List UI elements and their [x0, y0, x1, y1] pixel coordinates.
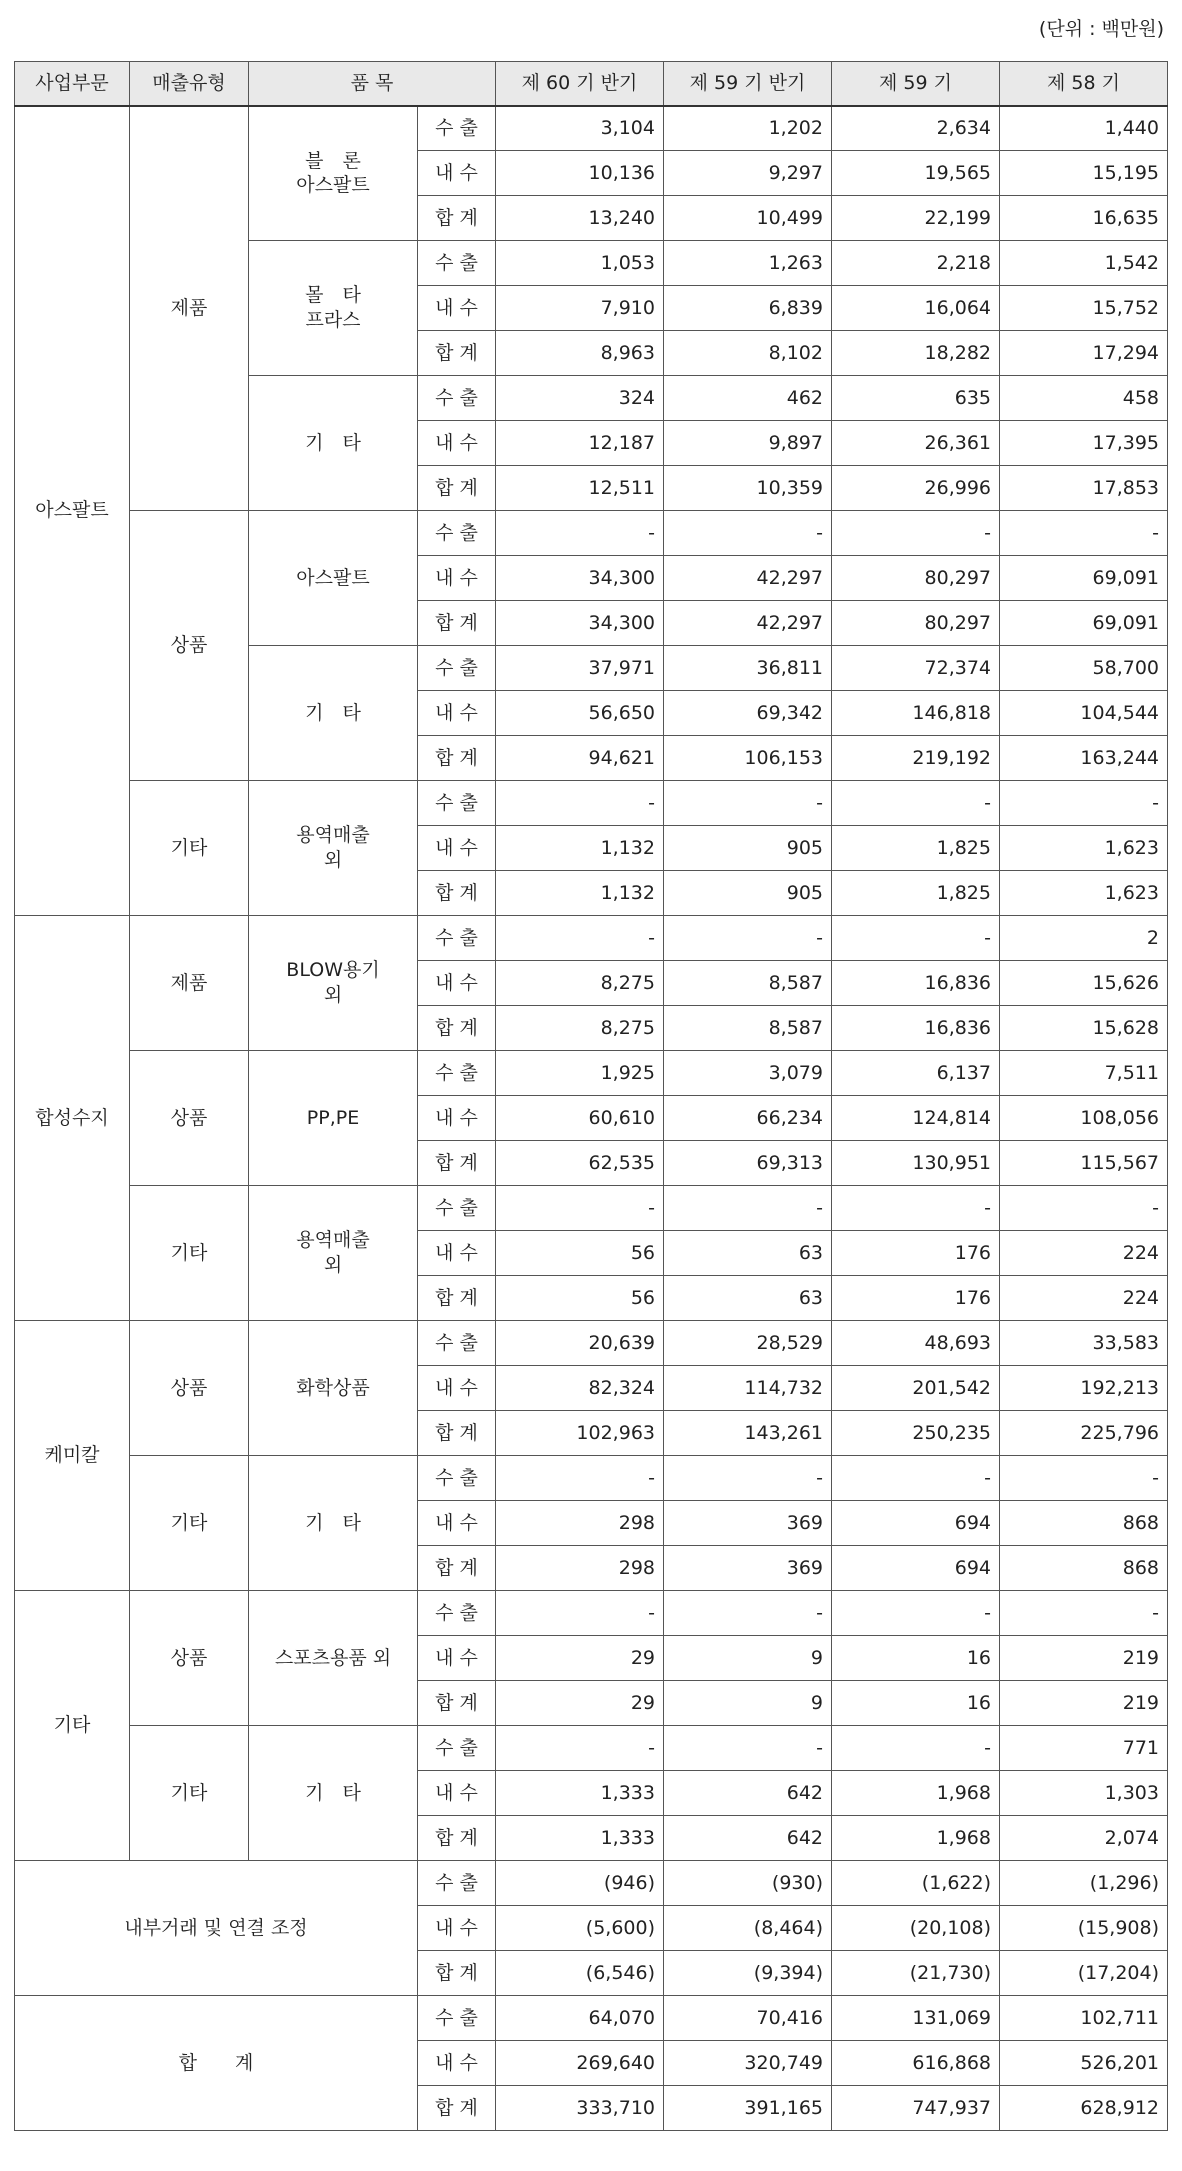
value-cell: 8,587: [664, 961, 832, 1006]
value-cell: -: [664, 1726, 832, 1771]
value-cell: -: [496, 511, 664, 556]
flow-label: 합 계: [418, 1681, 496, 1726]
item-cell: 용역매출 외: [249, 1186, 418, 1321]
value-cell: 616,868: [832, 2041, 1000, 2086]
flow-label: 합 계: [418, 331, 496, 376]
segment-cell: 아스팔트: [15, 106, 130, 916]
value-cell: 458: [1000, 376, 1168, 421]
value-cell: 1,132: [496, 871, 664, 916]
value-cell: (8,464): [664, 1906, 832, 1951]
value-cell: -: [664, 1591, 832, 1636]
value-cell: 9: [664, 1636, 832, 1681]
table-header: [15, 62, 1168, 106]
flow-label: 합 계: [418, 1816, 496, 1861]
value-cell: 9: [664, 1681, 832, 1726]
value-cell: 12,511: [496, 466, 664, 511]
value-cell: 102,711: [1000, 1996, 1168, 2041]
value-cell: -: [832, 1726, 1000, 1771]
flow-label: 수 출: [418, 1726, 496, 1771]
value-cell: 22,199: [832, 196, 1000, 241]
item-cell: 용역매출 외: [249, 781, 418, 916]
value-cell: 635: [832, 376, 1000, 421]
value-cell: 526,201: [1000, 2041, 1168, 2086]
value-cell: -: [496, 781, 664, 826]
sales-table: [14, 61, 1168, 2131]
flow-label: 수 출: [418, 106, 496, 151]
item-cell: 기 타: [249, 1726, 418, 1861]
value-cell: 15,628: [1000, 1006, 1168, 1051]
value-cell: 176: [832, 1231, 1000, 1276]
value-cell: -: [1000, 1591, 1168, 1636]
value-cell: 13,240: [496, 196, 664, 241]
type-cell: 기타: [130, 781, 249, 916]
header-item: 품 목: [249, 62, 496, 106]
value-cell: 9,297: [664, 151, 832, 196]
value-cell: 1,333: [496, 1771, 664, 1816]
value-cell: 17,395: [1000, 421, 1168, 466]
table-row: [15, 106, 1168, 151]
item-cell: 스포츠용품 외: [249, 1591, 418, 1726]
type-cell: 상품: [130, 511, 249, 781]
flow-label: 수 출: [418, 376, 496, 421]
table-body: [15, 106, 1168, 2131]
flow-label: 합 계: [418, 466, 496, 511]
value-cell: 1,202: [664, 106, 832, 151]
value-cell: -: [496, 916, 664, 961]
header-type: 매출유형: [130, 62, 249, 106]
value-cell: -: [832, 1591, 1000, 1636]
value-cell: 56,650: [496, 691, 664, 736]
value-cell: -: [496, 1456, 664, 1501]
value-cell: 20,639: [496, 1321, 664, 1366]
value-cell: 2,218: [832, 241, 1000, 286]
value-cell: 42,297: [664, 601, 832, 646]
item-cell: PP,PE: [249, 1051, 418, 1186]
value-cell: 1,542: [1000, 241, 1168, 286]
value-cell: 2,074: [1000, 1816, 1168, 1861]
value-cell: 771: [1000, 1726, 1168, 1771]
value-cell: 369: [664, 1546, 832, 1591]
flow-label: 내 수: [418, 1501, 496, 1546]
flow-label: 합 계: [418, 1276, 496, 1321]
value-cell: 7,511: [1000, 1051, 1168, 1096]
table-row: [15, 1996, 1168, 2041]
table-row: [15, 1321, 1168, 1366]
table-row: [15, 511, 1168, 556]
value-cell: 80,297: [832, 601, 1000, 646]
type-cell: 제품: [130, 106, 249, 511]
value-cell: 143,261: [664, 1411, 832, 1456]
value-cell: 69,091: [1000, 601, 1168, 646]
value-cell: -: [832, 511, 1000, 556]
value-cell: 108,056: [1000, 1096, 1168, 1141]
value-cell: 17,294: [1000, 331, 1168, 376]
value-cell: 176: [832, 1276, 1000, 1321]
unit-label: (단위 : 백만원): [1038, 18, 1164, 40]
value-cell: 94,621: [496, 736, 664, 781]
value-cell: 269,640: [496, 2041, 664, 2086]
value-cell: 106,153: [664, 736, 832, 781]
value-cell: 72,374: [832, 646, 1000, 691]
value-cell: -: [1000, 781, 1168, 826]
value-cell: -: [1000, 511, 1168, 556]
segment-cell: 기타: [15, 1591, 130, 1861]
value-cell: 1,623: [1000, 871, 1168, 916]
value-cell: 250,235: [832, 1411, 1000, 1456]
value-cell: 63: [664, 1231, 832, 1276]
value-cell: 17,853: [1000, 466, 1168, 511]
value-cell: 219,192: [832, 736, 1000, 781]
value-cell: (946): [496, 1861, 664, 1906]
value-cell: 1,968: [832, 1771, 1000, 1816]
value-cell: 36,811: [664, 646, 832, 691]
value-cell: 320,749: [664, 2041, 832, 2086]
value-cell: 868: [1000, 1546, 1168, 1591]
value-cell: 69,313: [664, 1141, 832, 1186]
value-cell: 62,535: [496, 1141, 664, 1186]
type-cell: 기타: [130, 1456, 249, 1591]
flow-label: 수 출: [418, 1321, 496, 1366]
value-cell: 64,070: [496, 1996, 664, 2041]
value-cell: 462: [664, 376, 832, 421]
value-cell: 1,333: [496, 1816, 664, 1861]
value-cell: (1,296): [1000, 1861, 1168, 1906]
value-cell: 1,053: [496, 241, 664, 286]
value-cell: 694: [832, 1501, 1000, 1546]
value-cell: 16,836: [832, 961, 1000, 1006]
value-cell: 324: [496, 376, 664, 421]
value-cell: -: [1000, 1186, 1168, 1231]
type-cell: 상품: [130, 1051, 249, 1186]
flow-label: 수 출: [418, 1051, 496, 1096]
value-cell: 37,971: [496, 646, 664, 691]
value-cell: 163,244: [1000, 736, 1168, 781]
table-row: [15, 916, 1168, 961]
value-cell: 115,567: [1000, 1141, 1168, 1186]
value-cell: 8,275: [496, 961, 664, 1006]
value-cell: 16,635: [1000, 196, 1168, 241]
adjustment-cell: 내부거래 및 연결 조정: [15, 1861, 418, 1996]
value-cell: 69,342: [664, 691, 832, 736]
value-cell: 26,361: [832, 421, 1000, 466]
flow-label: 내 수: [418, 1636, 496, 1681]
flow-label: 내 수: [418, 826, 496, 871]
value-cell: 1,968: [832, 1816, 1000, 1861]
value-cell: 29: [496, 1681, 664, 1726]
flow-label: 합 계: [418, 1951, 496, 1996]
value-cell: -: [496, 1591, 664, 1636]
table-row: [15, 1186, 1168, 1231]
flow-label: 내 수: [418, 1771, 496, 1816]
value-cell: 58,700: [1000, 646, 1168, 691]
value-cell: -: [832, 1456, 1000, 1501]
type-cell: 제품: [130, 916, 249, 1051]
value-cell: 8,587: [664, 1006, 832, 1051]
value-cell: 28,529: [664, 1321, 832, 1366]
flow-label: 내 수: [418, 1231, 496, 1276]
value-cell: 34,300: [496, 601, 664, 646]
value-cell: 8,275: [496, 1006, 664, 1051]
value-cell: 10,359: [664, 466, 832, 511]
value-cell: 124,814: [832, 1096, 1000, 1141]
value-cell: (17,204): [1000, 1951, 1168, 1996]
item-cell: 아스팔트: [249, 511, 418, 646]
value-cell: 56: [496, 1231, 664, 1276]
value-cell: 10,136: [496, 151, 664, 196]
value-cell: 114,732: [664, 1366, 832, 1411]
item-cell: 기 타: [249, 646, 418, 781]
value-cell: 1,263: [664, 241, 832, 286]
flow-label: 내 수: [418, 1096, 496, 1141]
table-row: [15, 1591, 1168, 1636]
value-cell: 1,132: [496, 826, 664, 871]
segment-cell: 합성수지: [15, 916, 130, 1321]
value-cell: -: [664, 1186, 832, 1231]
value-cell: (20,108): [832, 1906, 1000, 1951]
value-cell: -: [664, 511, 832, 556]
value-cell: 2: [1000, 916, 1168, 961]
item-cell: 화학상품: [249, 1321, 418, 1456]
type-cell: 기타: [130, 1726, 249, 1861]
flow-label: 수 출: [418, 511, 496, 556]
flow-label: 수 출: [418, 241, 496, 286]
value-cell: 642: [664, 1816, 832, 1861]
value-cell: -: [832, 1186, 1000, 1231]
item-cell: BLOW용기 외: [249, 916, 418, 1051]
value-cell: 12,187: [496, 421, 664, 466]
item-cell: 기 타: [249, 376, 418, 511]
type-cell: 상품: [130, 1321, 249, 1456]
header-period-2: 제 59 기 반기: [664, 62, 832, 106]
value-cell: 70,416: [664, 1996, 832, 2041]
value-cell: 219: [1000, 1636, 1168, 1681]
flow-label: 수 출: [418, 1456, 496, 1501]
value-cell: (1,622): [832, 1861, 1000, 1906]
value-cell: 69,091: [1000, 556, 1168, 601]
value-cell: 15,752: [1000, 286, 1168, 331]
value-cell: 6,137: [832, 1051, 1000, 1096]
flow-label: 내 수: [418, 1366, 496, 1411]
value-cell: 80,297: [832, 556, 1000, 601]
value-cell: -: [664, 916, 832, 961]
value-cell: 16: [832, 1636, 1000, 1681]
value-cell: 1,303: [1000, 1771, 1168, 1816]
value-cell: -: [664, 1456, 832, 1501]
flow-label: 내 수: [418, 961, 496, 1006]
value-cell: 18,282: [832, 331, 1000, 376]
flow-label: 합 계: [418, 196, 496, 241]
value-cell: 19,565: [832, 151, 1000, 196]
table-row: [15, 1726, 1168, 1771]
value-cell: 369: [664, 1501, 832, 1546]
value-cell: 192,213: [1000, 1366, 1168, 1411]
item-cell: 블 론 아스팔트: [249, 106, 418, 241]
value-cell: 48,693: [832, 1321, 1000, 1366]
value-cell: 694: [832, 1546, 1000, 1591]
flow-label: 내 수: [418, 151, 496, 196]
value-cell: 63: [664, 1276, 832, 1321]
value-cell: 298: [496, 1546, 664, 1591]
value-cell: (6,546): [496, 1951, 664, 1996]
value-cell: 3,079: [664, 1051, 832, 1096]
value-cell: 868: [1000, 1501, 1168, 1546]
value-cell: -: [832, 916, 1000, 961]
header-segment: 사업부문: [15, 62, 130, 106]
header-period-1: 제 60 기 반기: [496, 62, 664, 106]
value-cell: 104,544: [1000, 691, 1168, 736]
value-cell: 9,897: [664, 421, 832, 466]
flow-label: 내 수: [418, 2041, 496, 2086]
flow-label: 합 계: [418, 2086, 496, 2131]
total-cell: 합 계: [15, 1996, 418, 2131]
table-row: [15, 781, 1168, 826]
table-row: [15, 1456, 1168, 1501]
flow-label: 수 출: [418, 1186, 496, 1231]
value-cell: 66,234: [664, 1096, 832, 1141]
value-cell: 219: [1000, 1681, 1168, 1726]
value-cell: 1,825: [832, 871, 1000, 916]
value-cell: 642: [664, 1771, 832, 1816]
value-cell: 298: [496, 1501, 664, 1546]
value-cell: 1,623: [1000, 826, 1168, 871]
value-cell: 16,836: [832, 1006, 1000, 1051]
value-cell: (5,600): [496, 1906, 664, 1951]
segment-cell: 케미칼: [15, 1321, 130, 1591]
header-period-4: 제 58 기: [1000, 62, 1168, 106]
type-cell: 기타: [130, 1186, 249, 1321]
value-cell: 26,996: [832, 466, 1000, 511]
flow-label: 내 수: [418, 286, 496, 331]
value-cell: -: [832, 781, 1000, 826]
flow-label: 내 수: [418, 1906, 496, 1951]
value-cell: 391,165: [664, 2086, 832, 2131]
value-cell: 16: [832, 1681, 1000, 1726]
flow-label: 합 계: [418, 1141, 496, 1186]
flow-label: 수 출: [418, 646, 496, 691]
flow-label: 수 출: [418, 1996, 496, 2041]
value-cell: 16,064: [832, 286, 1000, 331]
value-cell: (9,394): [664, 1951, 832, 1996]
item-cell: 몰 타 프라스: [249, 241, 418, 376]
table-row: [15, 1861, 1168, 1906]
value-cell: 747,937: [832, 2086, 1000, 2131]
value-cell: (21,730): [832, 1951, 1000, 1996]
value-cell: (15,908): [1000, 1906, 1168, 1951]
value-cell: -: [1000, 1456, 1168, 1501]
value-cell: 33,583: [1000, 1321, 1168, 1366]
value-cell: 2,634: [832, 106, 1000, 151]
value-cell: 15,626: [1000, 961, 1168, 1006]
value-cell: 56: [496, 1276, 664, 1321]
flow-label: 내 수: [418, 421, 496, 466]
value-cell: 1,825: [832, 826, 1000, 871]
value-cell: -: [664, 781, 832, 826]
value-cell: 82,324: [496, 1366, 664, 1411]
value-cell: 8,102: [664, 331, 832, 376]
flow-label: 수 출: [418, 1861, 496, 1906]
flow-label: 합 계: [418, 1411, 496, 1456]
value-cell: -: [496, 1186, 664, 1231]
flow-label: 수 출: [418, 781, 496, 826]
value-cell: 905: [664, 826, 832, 871]
value-cell: 1,925: [496, 1051, 664, 1096]
value-cell: 3,104: [496, 106, 664, 151]
value-cell: 224: [1000, 1276, 1168, 1321]
flow-label: 수 출: [418, 1591, 496, 1636]
value-cell: 146,818: [832, 691, 1000, 736]
value-cell: 905: [664, 871, 832, 916]
value-cell: 201,542: [832, 1366, 1000, 1411]
value-cell: 8,963: [496, 331, 664, 376]
value-cell: 29: [496, 1636, 664, 1681]
value-cell: 15,195: [1000, 151, 1168, 196]
flow-label: 내 수: [418, 691, 496, 736]
value-cell: 224: [1000, 1231, 1168, 1276]
value-cell: 131,069: [832, 1996, 1000, 2041]
value-cell: 60,610: [496, 1096, 664, 1141]
flow-label: 합 계: [418, 1006, 496, 1051]
value-cell: 628,912: [1000, 2086, 1168, 2131]
header-period-3: 제 59 기: [832, 62, 1000, 106]
value-cell: 34,300: [496, 556, 664, 601]
table-row: [15, 1051, 1168, 1096]
value-cell: (930): [664, 1861, 832, 1906]
value-cell: -: [496, 1726, 664, 1771]
item-cell: 기 타: [249, 1456, 418, 1591]
value-cell: 102,963: [496, 1411, 664, 1456]
value-cell: 6,839: [664, 286, 832, 331]
flow-label: 합 계: [418, 871, 496, 916]
flow-label: 합 계: [418, 1546, 496, 1591]
flow-label: 합 계: [418, 736, 496, 781]
value-cell: 333,710: [496, 2086, 664, 2131]
value-cell: 1,440: [1000, 106, 1168, 151]
value-cell: 225,796: [1000, 1411, 1168, 1456]
value-cell: 10,499: [664, 196, 832, 241]
type-cell: 상품: [130, 1591, 249, 1726]
flow-label: 내 수: [418, 556, 496, 601]
value-cell: 42,297: [664, 556, 832, 601]
value-cell: 7,910: [496, 286, 664, 331]
flow-label: 수 출: [418, 916, 496, 961]
flow-label: 합 계: [418, 601, 496, 646]
value-cell: 130,951: [832, 1141, 1000, 1186]
